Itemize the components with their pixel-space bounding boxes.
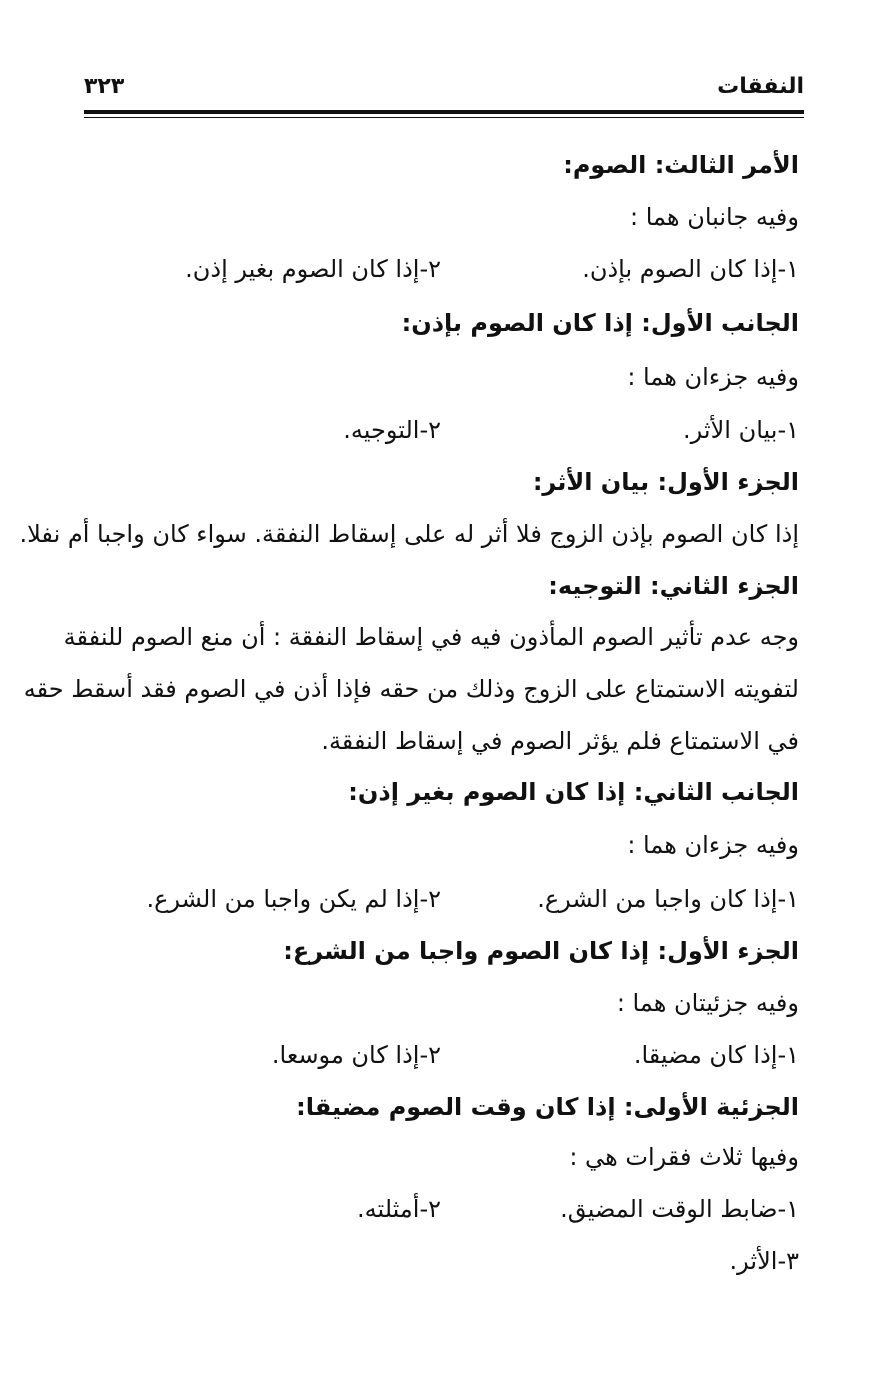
list-item-wide: ٢-إذا كان موسعا. (271, 1041, 441, 1069)
paragraph-justification-line-1: وجه عدم تأثير الصوم المأذون فيه في إسقاط النفقة : أن منع الصوم للنفقة (63, 623, 799, 651)
list-item-examples: ٢-أمثلته. (357, 1195, 441, 1223)
subheading-obligatory: الجزء الأول: إذا كان الصوم واجبا من الشرع: (283, 937, 799, 965)
page-number: ٣٢٣ (84, 74, 125, 99)
section-heading-fasting: الأمر الثالث: الصوم: (563, 151, 799, 179)
intro-two-parts-2: وفيه جزءان هما : (627, 831, 799, 859)
subheading-part-1: الجزء الأول: بيان الأثر: (532, 468, 799, 496)
list-item-not-obligatory: ٢-إذا لم يكن واجبا من الشرع. (146, 885, 441, 913)
intro-two-parts: وفيه جزءان هما : (627, 363, 799, 391)
paragraph-effect: إذا كان الصوم بإذن الزوج فلا أثر له على إسقاط النفقة. سواء كان واجبا أم نفلا. (19, 520, 799, 548)
subheading-narrow-time: الجزئية الأولى: إذا كان وقت الصوم مضيقا: (296, 1093, 799, 1121)
list-item-obligatory: ١-إذا كان واجبا من الشرع. (537, 885, 799, 913)
intro-two-aspects: وفيه جانبان هما : (630, 203, 799, 231)
list-item-aspect-2: ٢-إذا كان الصوم بغير إذن. (185, 255, 441, 283)
list-item-effect: ٣-الأثر. (729, 1247, 799, 1275)
list-item-aspect-1: ١-إذا كان الصوم بإذن. (582, 255, 799, 283)
list-item-criterion: ١-ضابط الوقت المضيق. (560, 1195, 799, 1223)
paragraph-justification-line-3: في الاستمتاع فلم يؤثر الصوم في إسقاط النفقة. (321, 727, 799, 755)
subheading-part-2: الجزء الثاني: التوجيه: (548, 572, 799, 600)
list-item-narrow: ١-إذا كان مضيقا. (633, 1041, 799, 1069)
list-item-part-2: ٢-التوجيه. (343, 416, 441, 444)
subheading-aspect-2: الجانب الثاني: إذا كان الصوم بغير إذن: (348, 778, 799, 806)
intro-three-paragraphs: وفيها ثلاث فقرات هي : (569, 1143, 799, 1171)
subheading-aspect-1: الجانب الأول: إذا كان الصوم بإذن: (401, 309, 799, 337)
paragraph-justification-line-2: لتفويته الاستمتاع على الزوج وذلك من حقه فإذا أذن في الصوم فقد أسقط حقه (23, 675, 799, 703)
intro-two-subparts: وفيه جزئيتان هما : (616, 989, 799, 1017)
page-header (84, 74, 804, 106)
header-rule-thick (84, 110, 804, 114)
header-rule-thin (84, 117, 804, 118)
list-item-part-1: ١-بيان الأثر. (683, 416, 799, 444)
running-title: النفقات (717, 74, 804, 99)
